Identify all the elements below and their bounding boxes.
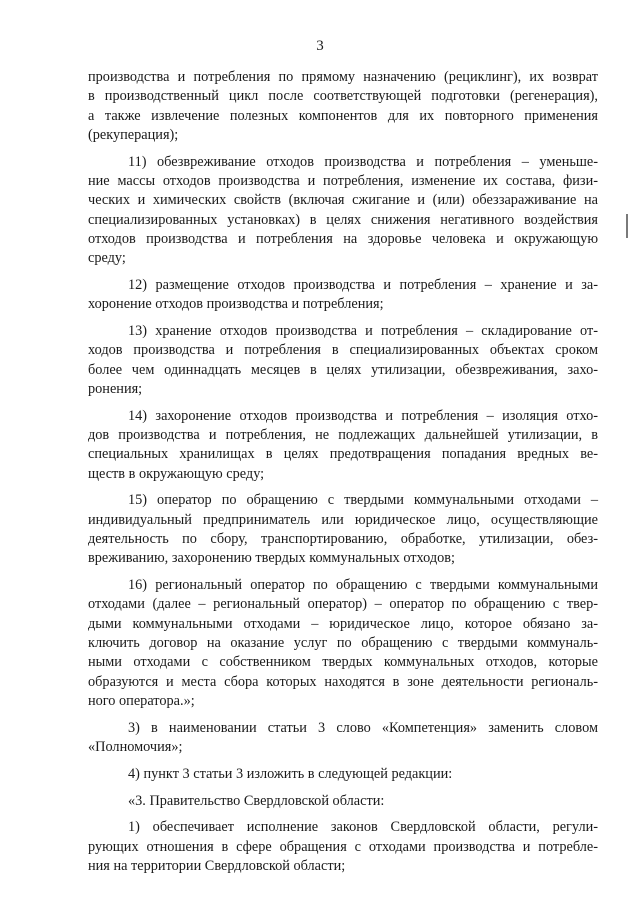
text-line: ния на территории Свердловской области; [88, 857, 346, 874]
text-line: 16) региональный оператор по обращению с твердыми коммунальными [128, 577, 598, 594]
text-line: дыми коммунальными отходами – юридическое лицо, которое обязано за- [88, 615, 598, 632]
text-line: индивидуальный предприниматель или юридическое лицо, осуществляющие [88, 511, 598, 528]
text-line: вреживанию, захоронению твердых коммунальных отходов; [88, 550, 456, 567]
text-line: ческих и химических свойств (включая сжигание и (или) обеззараживание на [88, 192, 598, 209]
text-line: производства и потребления по прямому назначению (рециклинг), их возврат [88, 69, 598, 85]
text-line: образуются и места сбора которых находятся в зоне деятельности региональ- [88, 673, 598, 690]
text-line: более чем одиннадцать месяцев в целях утилизации, обезвреживания, захо- [88, 361, 598, 378]
text-line: ние массы отходов производства и потребления, изменение их состава, физи- [88, 172, 598, 189]
page-number: 3 [316, 38, 324, 54]
text-line: ществ в окружающую среду; [88, 465, 265, 482]
text-line: ходов производства и потребления в специализированных объектах сроком [88, 342, 598, 359]
text-line: ронения; [88, 380, 143, 397]
paragraph-amendment-3 [88, 719, 598, 758]
text-line: рующих отношения в сфере обращения с отходами производства и потребле- [88, 838, 598, 855]
text-line: 3) в наименовании статьи 3 слово «Компетенция» заменить словом [128, 719, 598, 736]
text-line: среду; [88, 250, 126, 267]
text-line: специализированных установках) в целях снижения негативного воздействия [88, 211, 598, 228]
text-line: «Полномочия»; [88, 739, 183, 755]
paragraph-item-12 [88, 276, 598, 315]
document-body [88, 68, 598, 884]
paragraph-amendment-4 [88, 765, 598, 784]
text-line: в производственный цикл после соответствующей подготовки (регенерация), [88, 88, 598, 105]
text-line: 13) хранение отходов производства и потребления – складирование от- [128, 323, 598, 340]
text-line: «3. Правительство Свердловской области: [128, 792, 385, 809]
text-line: (рекуперация); [88, 126, 179, 143]
paragraph-item-15 [88, 491, 598, 568]
text-line: 1) обеспечивает исполнение законов Свердловской области, регули- [128, 819, 598, 836]
text-line: ключить договор на оказание услуг по обращению с твердыми коммуналь- [88, 635, 598, 652]
text-line: 11) обезвреживание отходов производства и потребления – уменьше- [128, 153, 598, 170]
text-line: ными отходами с собственником твердых коммунальных отходов, которые [88, 654, 598, 671]
paragraph-item-14 [88, 407, 598, 484]
paragraph-item-13 [88, 322, 598, 399]
text-line: специальных хранилищах в целях предотвращения попадания вредных ве- [88, 446, 598, 463]
text-line: деятельность по сбору, транспортированию, обработке, утилизации, обез- [88, 531, 598, 548]
paragraph-item-16 [88, 576, 598, 711]
text-line: 12) размещение отходов производства и потребления – хранение и за- [128, 276, 598, 293]
paragraph-government-heading [88, 792, 598, 811]
scan-mark [626, 214, 628, 238]
text-line: ного оператора.»; [88, 692, 195, 709]
paragraph-government-item-1 [88, 818, 598, 876]
text-line: отходов производства и потребления на здоровье человека и окружающую [88, 230, 598, 247]
text-line: хоронение отходов производства и потребления; [88, 296, 384, 313]
text-line: а также извлечение полезных компонентов для их повторного применения [88, 107, 598, 124]
paragraph-recycling-continued [88, 68, 598, 145]
text-line: 15) оператор по обращению с твердыми коммунальными отходами – [128, 492, 598, 509]
text-line: дов производства и потребления, не подлежащих дальнейшей утилизации, в [88, 427, 598, 444]
text-line: 14) захоронение отходов производства и потребления – изоляция отхо- [128, 407, 598, 424]
paragraph-item-11 [88, 153, 598, 269]
text-line: 4) пункт 3 статьи 3 изложить в следующей редакции: [128, 765, 453, 782]
text-line: отходами (далее – региональный оператор) – оператор по обращению с твер- [88, 596, 598, 613]
